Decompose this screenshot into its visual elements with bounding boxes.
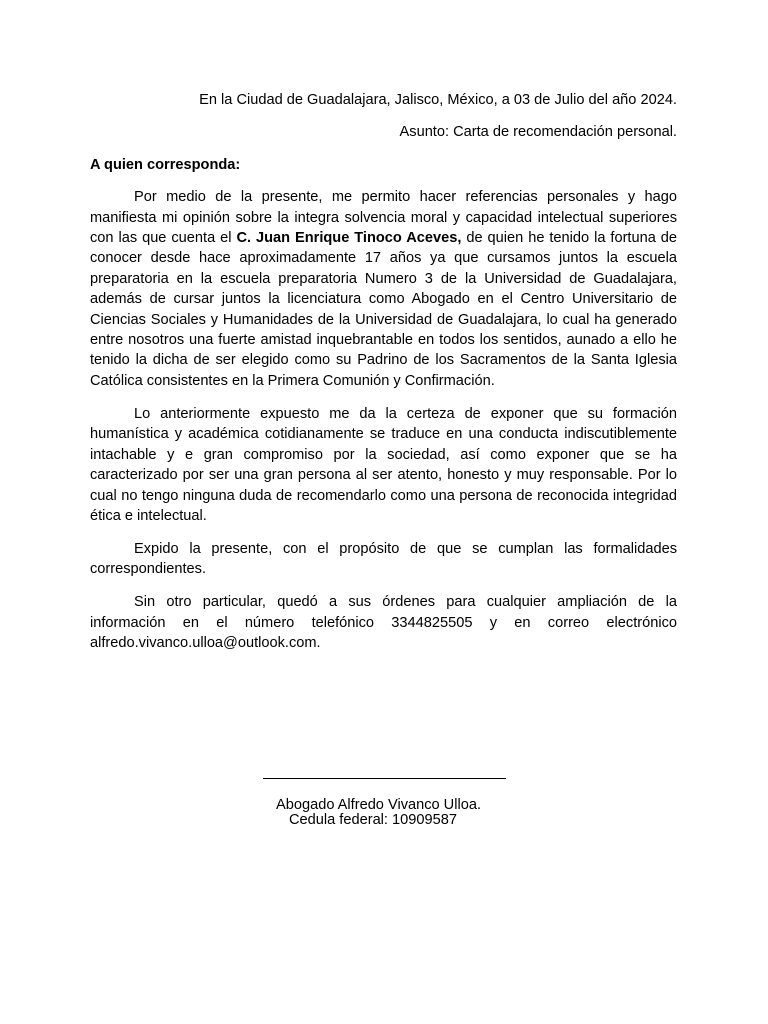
salutation: A quien corresponda: xyxy=(90,156,241,173)
subject-line: Asunto: Carta de recomendación personal. xyxy=(399,124,677,141)
signature-block xyxy=(0,760,768,828)
paragraph-3: Expido la presente, con el propósito de que se cumplan las formalidades correspondientes. xyxy=(90,540,677,578)
date-line: En la Ciudad de Guadalajara, Jalisco, México, a 03 de Julio del año 2024. xyxy=(199,92,677,108)
letter-body xyxy=(90,90,677,666)
paragraph-1-intro: Por medio de la presente, me permito hacer referencias personales y hago manifiesta mi opinión sobre la integra solvencia moral y capacidad intelectual superiores con las que cuenta el xyxy=(90,189,677,247)
signer-name: Abogado Alfredo Vivanco Ulloa. xyxy=(276,797,481,813)
paragraph-1-body: de quien he tenido la fortuna de conocer desde hace aproximadamente 17 años ya que cursamos juntos la escuela preparatoria en la escuela preparatoria Numero 3 de la Universidad de Guadalajara, además de cursar juntos la licenciatura como Abogado en el Centro Universitario de Ciencias Sociales y Humanidades de la Universidad de Guadalajara, lo cual ha generado entre nosotros una fuerte amistad inquebrantable en todos los sentidos, aunado a ello he tenido la dicha de ser elegido como su Padrino de los Sacramentos de la Santa Iglesia Católica consistentes en la Primera Comunión y Confirmación. xyxy=(90,230,678,389)
paragraph-2: Lo anteriormente expuesto me da la certeza de exponer que su formación humanística y académica cotidianamente se traduce en una conducta indiscutiblemente intachable y e gran compromiso por la sociedad, así como exponer que se ha caracterizado por ser una gran persona al ser atento, honesto y muy responsable. Por lo cual no tengo ninguna duda de recomendarlo como una persona de reconocida integridad ética e intelectual. xyxy=(90,405,677,524)
recommended-person-name: C. Juan Enrique Tinoco Aceves, xyxy=(236,230,462,247)
paragraph-4: Sin otro particular, quedó a sus órdenes para cualquier ampliación de la información en el número telefónico 3344825505 y en correo electrónico alfredo.vivanco.ulloa@outlook.com. xyxy=(90,594,677,652)
signature-line xyxy=(263,760,506,779)
paragraph-1 xyxy=(90,187,677,391)
signer-credential: Cedula federal: 10909587 xyxy=(289,812,457,828)
